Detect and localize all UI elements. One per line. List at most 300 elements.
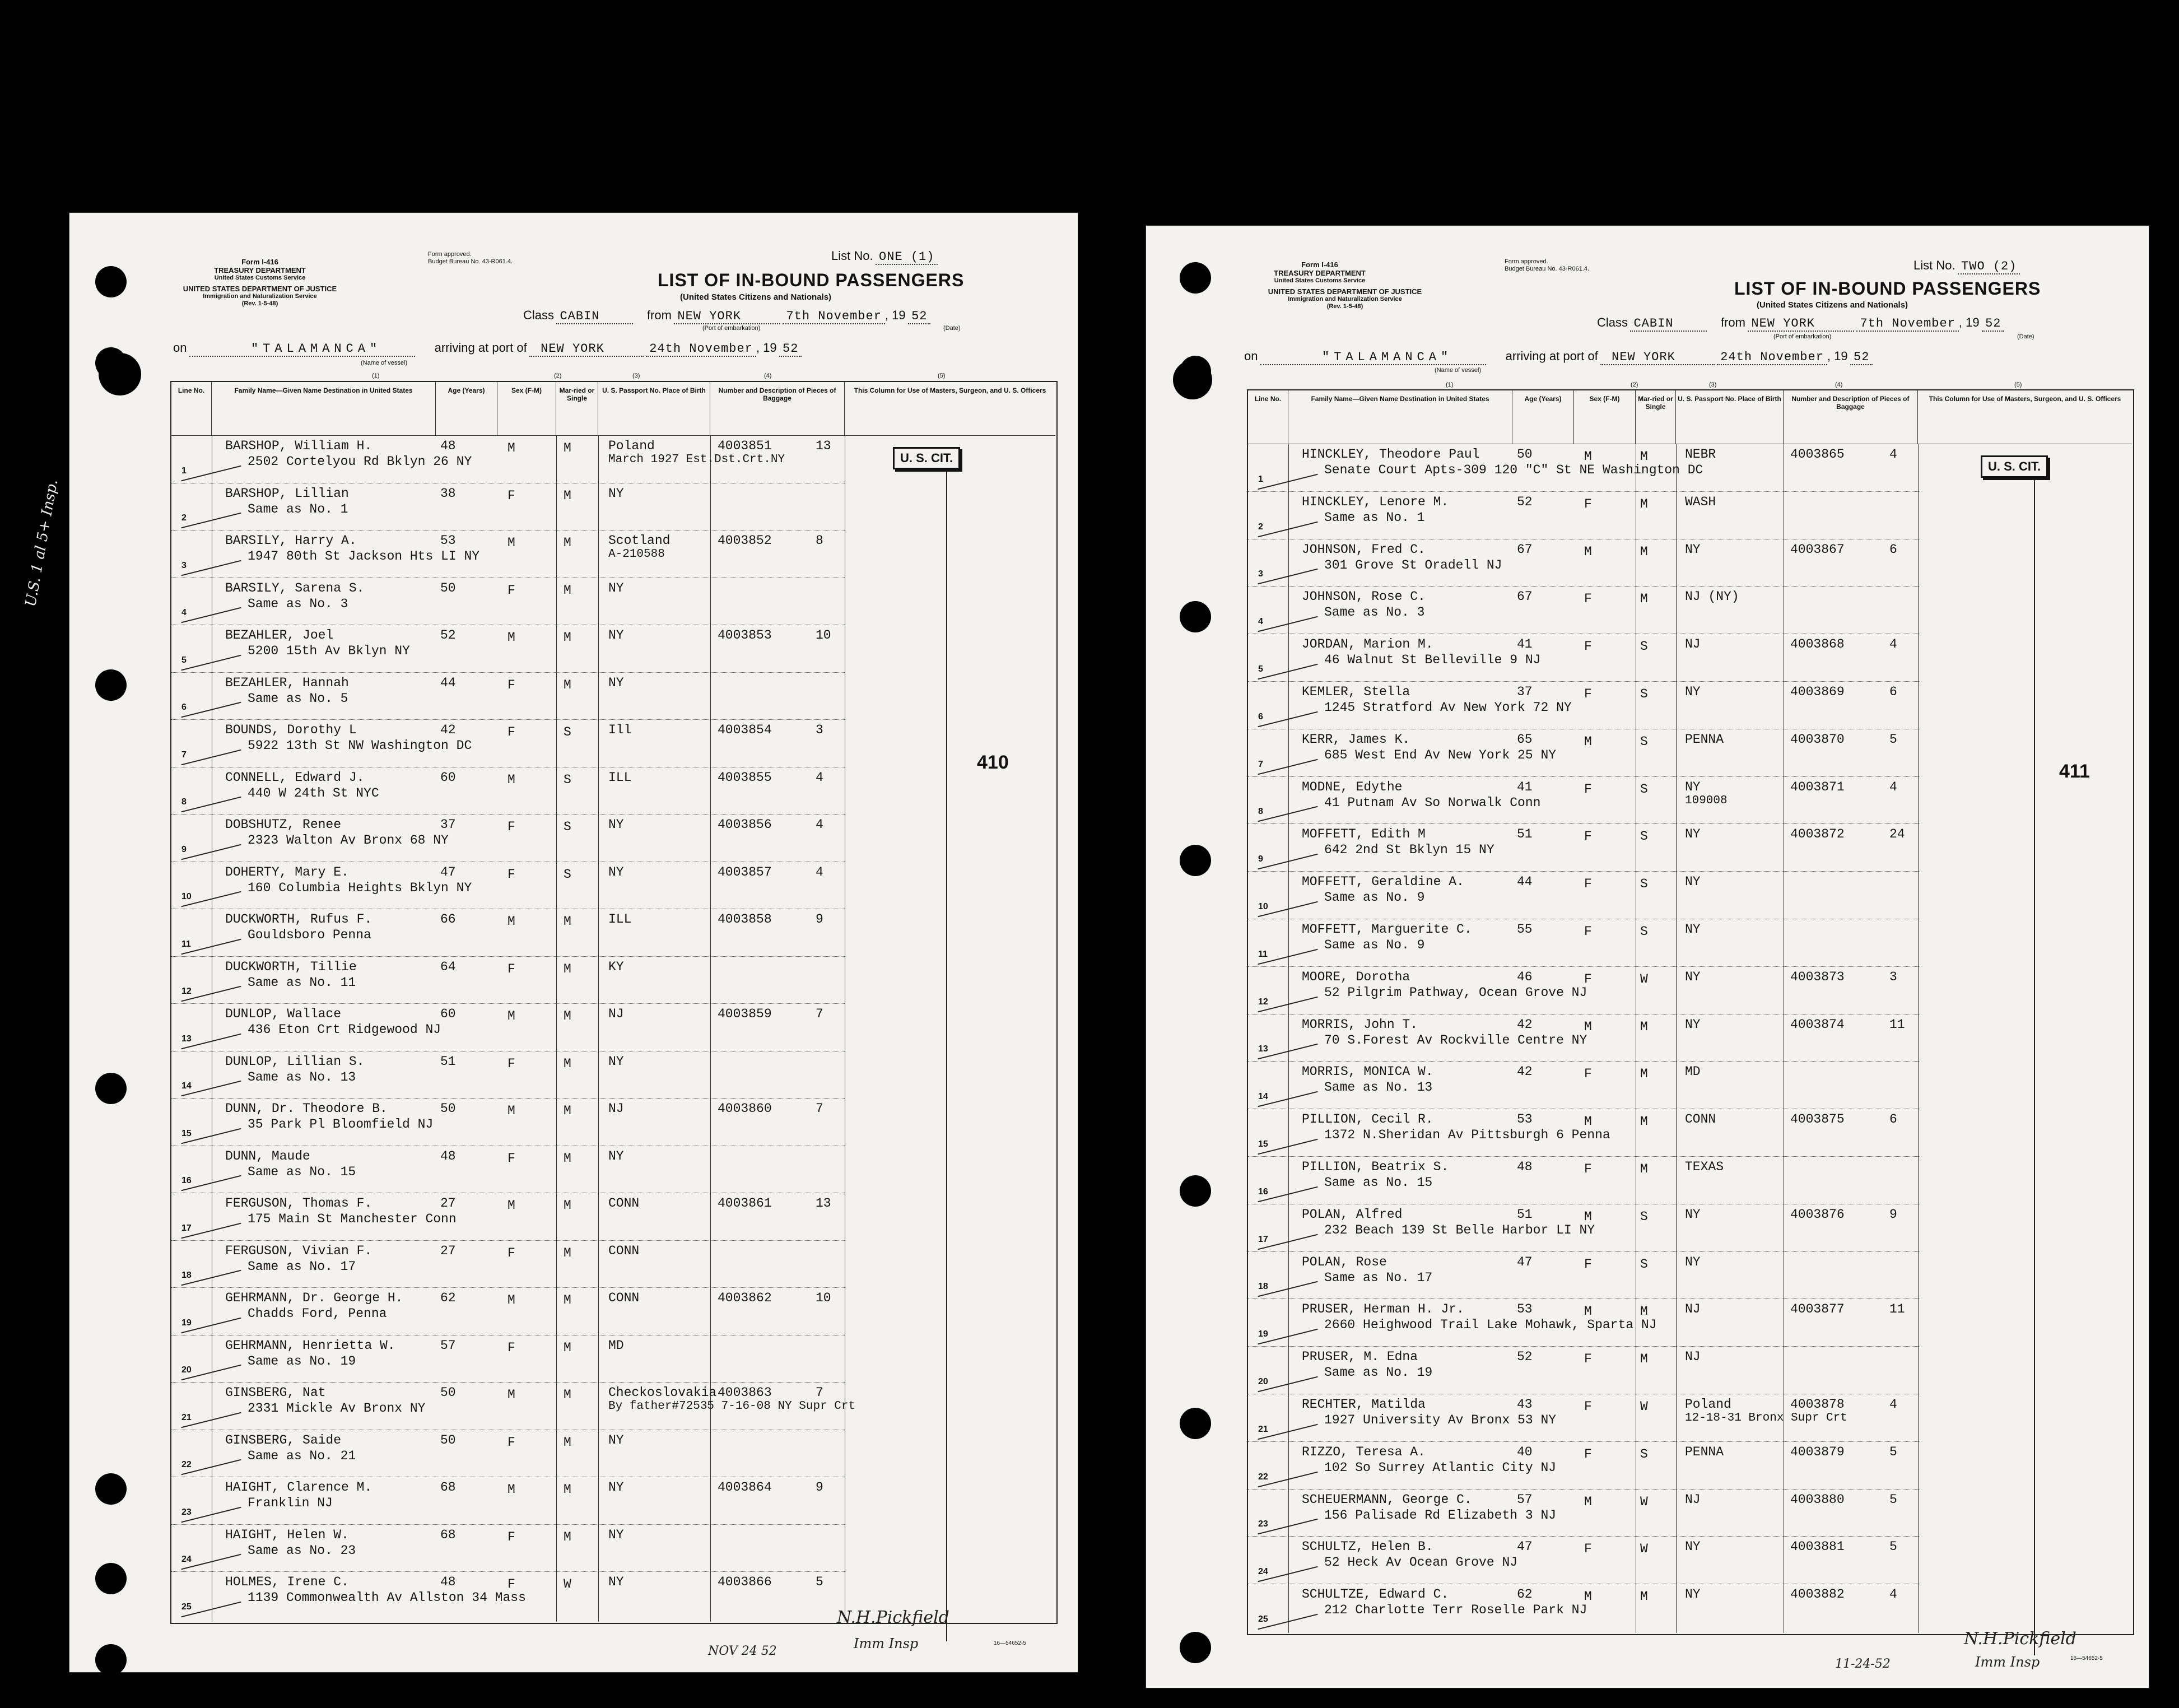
line-number: 22 [181, 1460, 192, 1469]
baggage-number: 4003871 [1790, 779, 1845, 794]
marital-status: M [1640, 1114, 1648, 1129]
table-row [1248, 539, 2132, 587]
check-mark [1258, 854, 1317, 870]
col-num: (2) [554, 373, 562, 379]
passenger-age: 52 [1517, 494, 1533, 509]
place-of-birth: NY [608, 628, 624, 643]
place-of-birth: WASH [1685, 494, 1716, 509]
table-row [171, 1524, 1055, 1572]
passenger-sex: F [507, 820, 515, 834]
line-number: 16 [181, 1176, 192, 1185]
passenger-name: GINSBERG, Saide [225, 1432, 342, 1448]
binder-hole [95, 669, 127, 701]
passenger-sex: F [1584, 639, 1592, 654]
baggage-number: 4003856 [718, 817, 772, 832]
marital-status: M [564, 1529, 571, 1544]
baggage-pieces: 10 [816, 1291, 831, 1305]
marital-status: M [1640, 1019, 1648, 1034]
caption: (Date) [943, 325, 961, 332]
passenger-sex: F [1584, 687, 1592, 701]
passenger-age: 68 [440, 1527, 456, 1542]
baggage-pieces: 9 [816, 1480, 823, 1495]
binder-hole [1180, 845, 1211, 876]
line-number: 4 [181, 608, 187, 617]
line-number: 3 [181, 560, 187, 570]
marital-status: S [1640, 1256, 1648, 1272]
marital-status: M [564, 1482, 571, 1497]
table-row [171, 1146, 1055, 1193]
line-number: 11 [1258, 949, 1268, 959]
passenger-address: 1245 Stratford Av New York 72 NY [1324, 700, 1572, 715]
passenger-name: KERR, James K. [1302, 732, 1410, 747]
passenger-name: BOUNDS, Dorothy L [225, 723, 357, 737]
passenger-sex: M [1584, 1589, 1592, 1604]
col-header-name: Family Name—Given Name Destination in United States [1288, 390, 1512, 444]
place-of-birth: NEBR [1685, 447, 1716, 462]
line-number: 19 [181, 1318, 192, 1328]
marital-status: S [564, 725, 571, 739]
inspector-signature: N.H.Pickfield [1964, 1629, 2076, 1649]
baggage-number: 4003854 [718, 723, 772, 737]
table-row [171, 767, 1055, 815]
marital-status: M [1640, 544, 1648, 559]
place-of-birth: NY [1685, 1207, 1701, 1222]
passenger-name: POLAN, Rose [1302, 1254, 1387, 1269]
passenger-address: 2331 Mickle Av Bronx NY [248, 1401, 426, 1416]
passenger-sex: F [507, 583, 515, 598]
naturalization-note: 12-18-31 Bronx Supr Crt [1685, 1412, 1847, 1425]
baggage-number: 4003881 [1790, 1539, 1845, 1555]
place-of-birth: MD [1685, 1064, 1701, 1079]
passenger-name: DOBSHUTZ, Renee [225, 817, 342, 832]
baggage-number: 4003873 [1790, 969, 1845, 984]
marital-status: M [564, 961, 571, 976]
passenger-sex: M [507, 630, 515, 645]
baggage-number: 4003867 [1790, 542, 1845, 557]
col-header-name: Family Name—Given Name Destination in United States [212, 382, 436, 435]
baggage-number: 4003851 [718, 439, 772, 453]
passenger-address: Gouldsboro Penna [248, 928, 371, 942]
passenger-name: RIZZO, Teresa A. [1302, 1444, 1426, 1459]
passenger-age: 47 [1517, 1539, 1533, 1555]
baggage-number: 4003874 [1790, 1017, 1845, 1032]
baggage-pieces: 11 [1889, 1302, 1905, 1317]
passenger-age: 50 [440, 1101, 456, 1116]
passenger-age: 48 [1517, 1160, 1533, 1174]
passenger-sex: M [1584, 734, 1592, 749]
baggage-number: 4003877 [1790, 1302, 1845, 1317]
inspector-title: Imm Insp [854, 1636, 919, 1651]
line-number: 12 [1258, 997, 1268, 1007]
check-mark [181, 797, 241, 813]
vessel-field-right: on "TALAMANCA" arriving at port of NEW YORK 24th November , 19 52 [1244, 349, 1873, 364]
place-of-birth: ILL [608, 912, 632, 927]
place-of-birth: NY [1685, 827, 1701, 842]
passenger-address: 156 Palisade Rd Elizabeth 3 NJ [1324, 1507, 1557, 1523]
marital-status: M [564, 536, 571, 550]
line-number: 18 [1258, 1282, 1268, 1292]
baggage-number: 4003855 [718, 770, 772, 785]
col-header-baggage: Number and Description of Pieces of Baggage [710, 382, 845, 435]
place-of-birth: NY [608, 1148, 624, 1164]
marital-status: W [1640, 1494, 1648, 1509]
passenger-name: HINCKLEY, Theodore Paul [1302, 447, 1480, 462]
baggage-number: 4003860 [718, 1101, 772, 1116]
passenger-age: 50 [440, 1432, 456, 1448]
place-of-birth: NY [1685, 779, 1701, 794]
passenger-address: Same as No. 13 [248, 1069, 356, 1085]
passenger-age: 50 [1517, 447, 1533, 462]
place-of-birth: NY [608, 1527, 624, 1542]
baggage-number: 4003868 [1790, 637, 1845, 652]
passenger-sex: M [507, 1293, 515, 1307]
marital-status: S [564, 772, 571, 787]
baggage-pieces: 9 [1889, 1207, 1897, 1222]
table-row [171, 530, 1055, 578]
place-of-birth: NY [608, 580, 624, 595]
baggage-pieces: 11 [1889, 1017, 1905, 1032]
line-number: 8 [1258, 807, 1263, 817]
passenger-age: 43 [1517, 1397, 1533, 1412]
baggage-number: 4003859 [718, 1007, 772, 1021]
caption: (Name of vessel) [1435, 367, 1482, 374]
col-header-officers: This Column for Use of Masters, Surgeon, and U. S. Officers [854, 387, 1046, 394]
passenger-address: Same as No. 9 [1324, 938, 1425, 952]
passenger-name: DUCKWORTH, Tillie [225, 959, 357, 974]
passenger-age: 60 [440, 770, 456, 785]
manifest-page-left [69, 213, 1078, 1672]
line-number: 6 [1258, 711, 1263, 722]
line-number: 3 [1258, 569, 1263, 579]
marital-status: M [564, 1104, 571, 1118]
passenger-name: KEMLER, Stella [1302, 685, 1410, 699]
passenger-sex: F [507, 1245, 515, 1260]
passenger-name: DUNN, Maude [225, 1148, 310, 1164]
passenger-sex: M [507, 1482, 515, 1497]
passenger-name: SCHEUERMANN, George C. [1302, 1492, 1472, 1507]
place-of-birth: NY [1685, 922, 1701, 937]
check-mark [181, 654, 241, 671]
table-row [1248, 1299, 2132, 1346]
naturalization-note: March 1927 Est.Dst.Crt.NY [608, 453, 785, 466]
line-number: 14 [1258, 1092, 1268, 1102]
form-header-left: Form I-416 TREASURY DEPARTMENT United States Customs Service [214, 258, 306, 281]
passenger-address: Same as No. 3 [248, 596, 348, 611]
us-citizen-stamp: U. S. CIT. [1981, 455, 2048, 478]
passenger-sex: F [1584, 829, 1592, 844]
passenger-sex: F [1584, 1067, 1592, 1082]
passenger-address: Same as No. 9 [1324, 890, 1425, 905]
col-header-sex: Sex (F-M) [1574, 390, 1636, 444]
passenger-address: 46 Walnut St Belleville 9 NJ [1324, 653, 1541, 668]
col-num: (4) [764, 373, 772, 379]
passenger-name: PILLION, Beatrix S. [1302, 1160, 1449, 1174]
check-mark [1258, 806, 1317, 822]
passenger-address: 1927 University Av Bronx 53 NY [1324, 1413, 1557, 1427]
marital-status: M [1640, 496, 1648, 511]
binder-hole [1180, 601, 1211, 632]
passenger-name: HINCKLEY, Lenore M. [1302, 494, 1449, 509]
marital-status: S [1640, 877, 1648, 892]
baggage-number: 4003880 [1790, 1492, 1845, 1507]
passenger-age: 65 [1517, 732, 1533, 747]
check-mark [1258, 521, 1317, 537]
table-row [1248, 1346, 2132, 1394]
table-row [171, 1477, 1055, 1524]
place-of-birth: NJ [608, 1007, 624, 1021]
baggage-number: 4003875 [1790, 1112, 1845, 1127]
passenger-age: 51 [1517, 827, 1533, 842]
place-of-birth: NY [1685, 1587, 1701, 1602]
passenger-age: 51 [440, 1054, 456, 1069]
naturalization-note: By father#72535 7-16-08 NY Supr Crt [608, 1400, 856, 1413]
table-row [1248, 634, 2132, 681]
passenger-sex: M [1584, 544, 1592, 559]
baggage-pieces: 4 [1889, 447, 1897, 462]
baggage-pieces: 5 [816, 1575, 823, 1589]
place-of-birth: NY [1685, 1017, 1701, 1032]
marital-status: W [1640, 1399, 1648, 1414]
passenger-age: 68 [440, 1480, 456, 1495]
baggage-pieces: 7 [816, 1007, 823, 1021]
line-number: 6 [181, 702, 187, 712]
check-mark [1258, 569, 1317, 585]
marital-status: M [564, 1435, 571, 1450]
place-of-birth: NY [608, 1054, 624, 1069]
baggage-pieces: 5 [1889, 1539, 1897, 1555]
table-row [171, 719, 1055, 767]
page-title-right: LIST OF IN-BOUND PASSENGERS [1734, 278, 2041, 299]
marital-status: M [564, 630, 571, 645]
place-of-birth: NJ [1685, 1349, 1701, 1365]
check-mark [181, 749, 241, 765]
baggage-number: 4003858 [718, 912, 772, 927]
line-number: 24 [1258, 1567, 1268, 1577]
passenger-age: 52 [1517, 1349, 1533, 1365]
passenger-address: 212 Charlotte Terr Roselle Park NJ [1324, 1603, 1587, 1618]
passenger-address: Same as No. 11 [248, 975, 356, 990]
passenger-name: BEZAHLER, Joel [225, 628, 334, 643]
col-header-officers: This Column for Use of Masters, Surgeon, and U. S. Officers [1929, 395, 2121, 403]
passenger-sex: F [507, 677, 515, 692]
col-header-line: Line No. [1248, 390, 1288, 444]
passenger-name: MORRIS, John T. [1302, 1017, 1418, 1032]
passenger-age: 53 [440, 533, 456, 548]
line-number: 1 [1258, 474, 1263, 484]
place-of-birth: MD [608, 1338, 624, 1353]
us-citizen-stamp: U. S. CIT. [893, 447, 960, 469]
baggage-number: 4003857 [718, 864, 772, 879]
passenger-name: SCHULTZ, Helen B. [1302, 1539, 1433, 1555]
table-row [171, 1382, 1055, 1430]
place-of-birth: Poland [608, 439, 655, 453]
passenger-name: PRUSER, Herman H. Jr. [1302, 1302, 1464, 1317]
marital-status: W [1640, 971, 1648, 986]
marital-status: M [1640, 449, 1648, 464]
passenger-address: 5200 15th Av Bklyn NY [248, 644, 410, 658]
passenger-sex: F [1584, 496, 1592, 511]
passenger-sex: M [507, 1388, 515, 1402]
binder-hole [1173, 360, 1212, 399]
line-number: 12 [181, 986, 192, 996]
table-row [171, 672, 1055, 720]
marital-status: S [1640, 1209, 1648, 1224]
place-of-birth: ILL [608, 770, 632, 785]
passenger-address: 41 Putnam Av So Norwalk Conn [1324, 795, 1541, 810]
baggage-pieces: 4 [816, 770, 823, 785]
place-of-birth: NY [608, 1575, 624, 1589]
manifest-page-right [1146, 226, 2149, 1688]
marital-status: M [564, 488, 571, 503]
line-number: 2 [1258, 522, 1263, 532]
place-of-birth: Scotland [608, 533, 671, 548]
passenger-sex: M [507, 441, 515, 455]
check-mark [181, 702, 241, 718]
passenger-address: Same as No. 1 [248, 501, 348, 516]
table-row [1248, 1536, 2132, 1584]
passenger-name: MODNE, Edythe [1302, 779, 1403, 794]
passenger-sex: F [507, 1529, 515, 1544]
table-row [1248, 871, 2132, 919]
marital-status: M [1640, 1589, 1648, 1604]
passenger-age: 62 [440, 1291, 456, 1305]
place-of-birth: NY [1685, 542, 1701, 557]
line-number: 23 [1258, 1519, 1268, 1529]
marital-status: M [564, 1340, 571, 1355]
passenger-sex: F [507, 1056, 515, 1071]
baggage-pieces: 4 [1889, 779, 1897, 794]
baggage-pieces: 13 [816, 1196, 831, 1211]
line-number: 8 [181, 797, 187, 807]
baggage-pieces: 5 [1889, 1444, 1897, 1459]
passenger-age: 67 [1517, 542, 1533, 557]
passenger-age: 51 [1517, 1207, 1533, 1222]
passenger-sex: M [1584, 1494, 1592, 1509]
place-of-birth: NY [1685, 1539, 1701, 1555]
passenger-address: Same as No. 17 [248, 1259, 356, 1274]
col-header-sex: Sex (F-M) [497, 382, 556, 435]
line-number: 5 [1258, 664, 1263, 674]
passenger-name: PRUSER, M. Edna [1302, 1349, 1418, 1365]
baggage-number: 4003862 [718, 1291, 772, 1305]
baggage-pieces: 9 [816, 912, 823, 927]
form-dept-right: UNITED STATES DEPARTMENT OF JUSTICE Immigration and Naturalization Service (Rev. 1-5-48) [1268, 287, 1422, 310]
line-number: 14 [181, 1081, 192, 1091]
page-title-left: LIST OF IN-BOUND PASSENGERS [658, 270, 965, 290]
marital-status: M [564, 1198, 571, 1213]
col-num: (3) [632, 373, 640, 379]
marital-status: S [1640, 734, 1648, 749]
line-number: 20 [181, 1365, 192, 1375]
passenger-sex: M [1584, 1019, 1592, 1034]
line-number: 13 [1258, 1044, 1268, 1054]
passenger-sex: M [1584, 1114, 1592, 1129]
marital-status: W [1640, 1542, 1648, 1557]
line-number: 22 [1258, 1472, 1268, 1482]
marital-status: S [1640, 924, 1648, 939]
table-row [171, 578, 1055, 625]
passenger-address: 232 Beach 139 St Belle Harbor LI NY [1324, 1222, 1595, 1237]
binder-hole [95, 1563, 127, 1594]
page-total: 410 [977, 752, 1009, 773]
passenger-address: 2660 Heighwood Trail Lake Mohawk, Sparta NJ [1324, 1318, 1657, 1333]
passenger-address: Same as No. 19 [248, 1353, 356, 1369]
passenger-name: CONNELL, Edward J. [225, 770, 365, 785]
passenger-sex: M [507, 1104, 515, 1118]
passenger-sex: F [507, 1435, 515, 1450]
table-row [171, 625, 1055, 672]
baggage-number: 4003869 [1790, 685, 1845, 699]
marital-status: M [1640, 1067, 1648, 1082]
line-number: 7 [181, 750, 187, 760]
baggage-pieces: 10 [816, 628, 831, 643]
caption: (Port of embarkation) [702, 325, 761, 332]
baggage-pieces: 4 [1889, 637, 1897, 652]
place-of-birth: NY [608, 1432, 624, 1448]
baggage-pieces: 3 [816, 723, 823, 737]
passenger-age: 44 [1517, 874, 1533, 890]
line-number: 2 [181, 513, 187, 523]
passenger-address: 175 Main St Manchester Conn [248, 1212, 457, 1226]
table-row [171, 1287, 1055, 1335]
line-number: 4 [1258, 617, 1263, 627]
passenger-address: Same as No. 3 [1324, 605, 1425, 620]
passenger-name: DUNN, Dr. Theodore B. [225, 1101, 388, 1116]
passenger-name: JOHNSON, Rose C. [1302, 589, 1426, 604]
passenger-sex: F [1584, 1446, 1592, 1462]
passenger-name: MOORE, Dorotha [1302, 969, 1410, 984]
passenger-address: Same as No. 19 [1324, 1365, 1433, 1380]
passenger-age: 40 [1517, 1444, 1533, 1459]
check-mark [1258, 616, 1317, 632]
marital-status: S [564, 820, 571, 834]
passenger-sex: F [1584, 924, 1592, 939]
passenger-table-left [170, 381, 1058, 1624]
line-number: 13 [181, 1034, 192, 1044]
table-row [1248, 919, 2132, 966]
place-of-birth: NY [608, 1480, 624, 1495]
passenger-age: 57 [440, 1338, 456, 1353]
passenger-age: 48 [440, 1575, 456, 1589]
marital-status: M [564, 1009, 571, 1023]
check-mark [181, 513, 241, 529]
vessel-field-left: on "TALAMANCA" arriving at port of NEW YORK 24th November , 19 52 [173, 341, 802, 356]
passenger-age: 41 [1517, 779, 1533, 794]
baggage-pieces: 4 [816, 864, 823, 879]
col-num: (1) [1446, 381, 1454, 388]
page-subtitle-right: (United States Citizens and Nationals) [1757, 300, 1908, 310]
passenger-address: 70 S.Forest Av Rockville Centre NY [1324, 1032, 1587, 1048]
marital-status: S [1640, 639, 1648, 654]
page-subtitle-left: (United States Citizens and Nationals) [680, 292, 832, 302]
col-header-baggage: Number and Description of Pieces of Baggage [1784, 390, 1918, 444]
list-number-left: List No. ONE (1) [831, 249, 938, 264]
class-field-left: Class CABIN from NEW YORK 7th November , 19 52 [523, 308, 930, 323]
table-row [1248, 1109, 2132, 1156]
passenger-sex: F [507, 488, 515, 503]
binder-hole [95, 1644, 127, 1676]
col-header-passport: U. S. Passport No. Place of Birth [1676, 390, 1784, 444]
baggage-pieces: 7 [816, 1101, 823, 1116]
passenger-name: DUNLOP, Wallace [225, 1007, 342, 1021]
passenger-sex: M [1584, 1209, 1592, 1224]
passenger-name: DUNLOP, Lillian S. [225, 1054, 365, 1069]
passenger-sex: F [1584, 1256, 1592, 1272]
baggage-pieces: 24 [1889, 827, 1905, 842]
table-row [171, 956, 1055, 1004]
baggage-pieces: 6 [1889, 542, 1897, 557]
passenger-name: GEHRMANN, Dr. George H. [225, 1291, 403, 1305]
